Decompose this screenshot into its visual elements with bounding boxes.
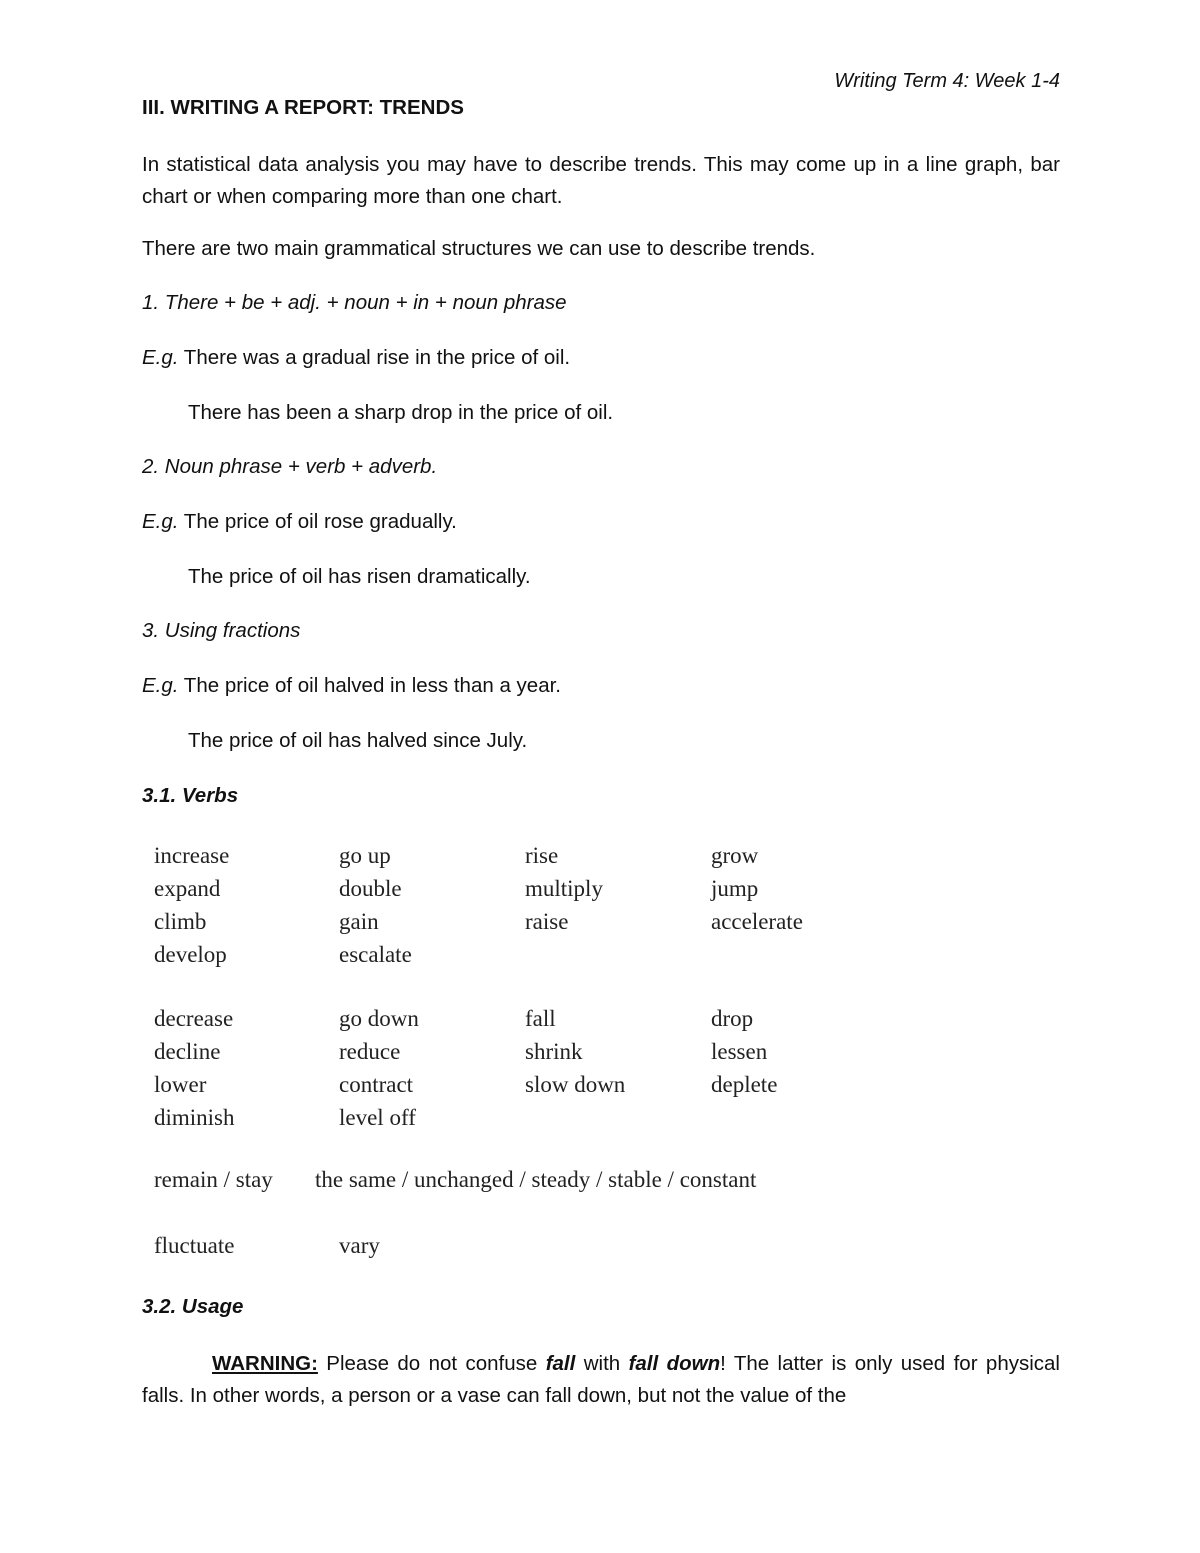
stable-complement: the same / unchanged / steady / stable / constant bbox=[315, 1167, 757, 1192]
verb-item: lower bbox=[154, 1072, 207, 1097]
verb-item: escalate bbox=[339, 942, 412, 967]
warning-text-1: Please do not confuse bbox=[317, 1352, 546, 1375]
verb-item: go up bbox=[339, 843, 391, 868]
decrease-col-4 bbox=[711, 1002, 777, 1101]
verb-item: decrease bbox=[154, 1006, 234, 1031]
warning-label: WARNING: bbox=[212, 1352, 318, 1375]
verb-item: diminish bbox=[154, 1105, 235, 1130]
warning-text-3: ! The latter is only used for physical falls. In other words, a person or a vase can fall down, but not the value of the bbox=[142, 1352, 1060, 1407]
verb-item: go down bbox=[339, 1006, 419, 1031]
verb-item: shrink bbox=[525, 1039, 583, 1064]
keyword-fall: fall bbox=[545, 1352, 576, 1375]
verb-item: rise bbox=[525, 843, 559, 868]
verb-item: decline bbox=[154, 1039, 221, 1064]
increase-col-4 bbox=[711, 839, 803, 938]
increase-col-1 bbox=[154, 839, 229, 971]
structure-1-heading: 1. There + be + adj. + noun + in + noun phrase bbox=[142, 291, 567, 314]
verb-item: level off bbox=[339, 1105, 416, 1130]
verb-item: fall bbox=[525, 1006, 556, 1031]
decrease-col-2 bbox=[339, 1002, 419, 1134]
verb-item: contract bbox=[339, 1072, 414, 1097]
structure-2-example-2: The price of oil has risen dramatically. bbox=[188, 565, 531, 588]
verb-item: lessen bbox=[711, 1039, 768, 1064]
structure-1-example-2: There has been a sharp drop in the price of oil. bbox=[188, 401, 614, 424]
verbs-heading: 3.1. Verbs bbox=[142, 784, 239, 807]
keyword-fall-down: fall down bbox=[628, 1352, 721, 1375]
verb-item: accelerate bbox=[711, 909, 803, 934]
warning-text-2: with bbox=[575, 1352, 629, 1375]
verb-item: deplete bbox=[711, 1072, 778, 1097]
verb-item: raise bbox=[525, 909, 569, 934]
decrease-col-3 bbox=[525, 1002, 625, 1101]
structure-2-example-1 bbox=[142, 510, 457, 534]
verb-item: develop bbox=[154, 942, 227, 967]
verb-item: expand bbox=[154, 876, 221, 901]
warning-paragraph bbox=[142, 1348, 1060, 1412]
structure-3-heading: 3. Using fractions bbox=[142, 619, 301, 642]
example-text: The price of oil halved in less than a year. bbox=[178, 674, 561, 697]
fluctuate-verb: fluctuate bbox=[154, 1233, 235, 1258]
structure-3-example-2: The price of oil has halved since July. bbox=[188, 729, 528, 752]
increase-col-2 bbox=[339, 839, 412, 971]
verb-item: grow bbox=[711, 843, 759, 868]
eg-label: E.g. bbox=[142, 346, 179, 369]
structure-3-example-1 bbox=[142, 674, 561, 698]
example-text: The price of oil rose gradually. bbox=[178, 510, 457, 533]
section-title: III. WRITING A REPORT: TRENDS bbox=[142, 96, 464, 119]
verb-item: double bbox=[339, 876, 402, 901]
verb-item: jump bbox=[711, 876, 759, 901]
verb-item: increase bbox=[154, 843, 230, 868]
verb-item: gain bbox=[339, 909, 379, 934]
intro-paragraph: In statistical data analysis you may have to describe trends. This may come up in a line graph, bar chart or when comparing more than one chart. bbox=[142, 153, 1060, 208]
stable-verb: remain / stay bbox=[154, 1167, 273, 1192]
structure-1-example-1 bbox=[142, 346, 570, 370]
increase-col-3 bbox=[525, 839, 603, 938]
example-text: There was a gradual rise in the price of oil. bbox=[178, 346, 571, 369]
verb-item: slow down bbox=[525, 1072, 626, 1097]
structures-intro: There are two main grammatical structures we can use to describe trends. bbox=[142, 237, 816, 260]
verb-item: climb bbox=[154, 909, 207, 934]
verb-item: drop bbox=[711, 1006, 754, 1031]
eg-label: E.g. bbox=[142, 510, 179, 533]
running-header: Writing Term 4: Week 1-4 bbox=[834, 70, 1060, 92]
fluctuate-complement: vary bbox=[339, 1233, 380, 1258]
eg-label: E.g. bbox=[142, 674, 179, 697]
verb-item: multiply bbox=[525, 876, 603, 901]
usage-heading: 3.2. Usage bbox=[142, 1295, 244, 1318]
structure-2-heading: 2. Noun phrase + verb + adverb. bbox=[142, 455, 438, 478]
decrease-col-1 bbox=[154, 1002, 235, 1134]
verb-item: reduce bbox=[339, 1039, 401, 1064]
